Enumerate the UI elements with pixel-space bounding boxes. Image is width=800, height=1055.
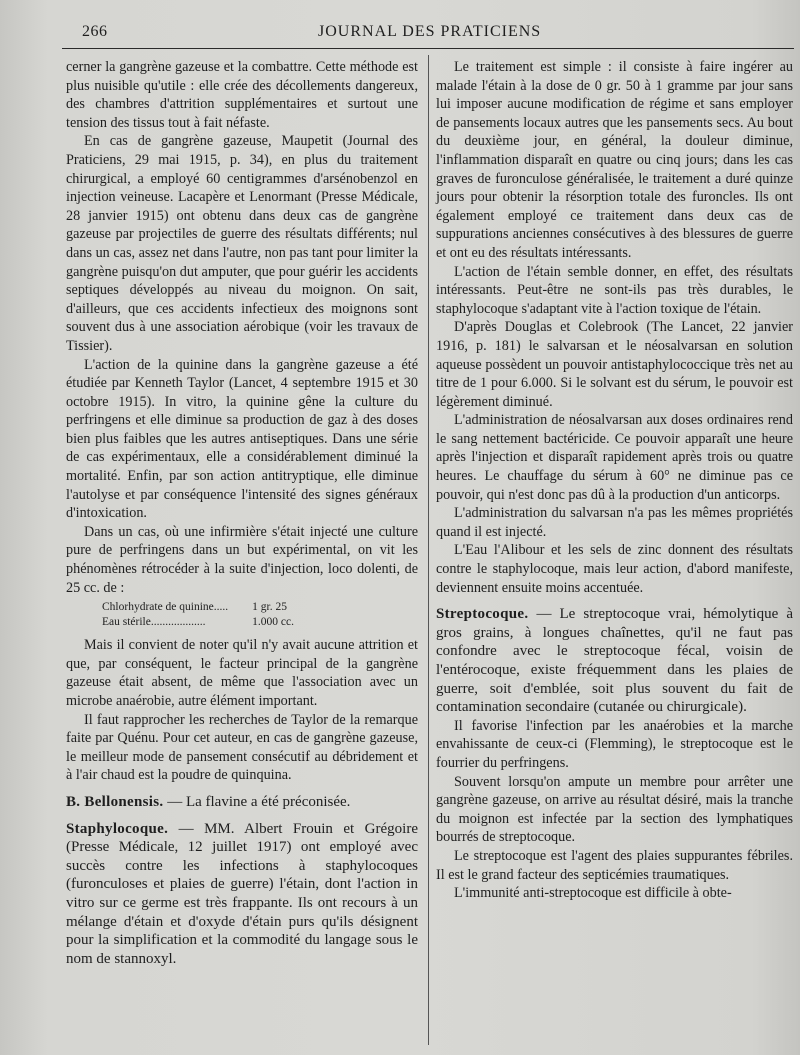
formula-row [102, 615, 294, 630]
header-rule [62, 48, 794, 49]
page-number: 266 [82, 23, 108, 40]
right-column [436, 58, 793, 903]
section-paragraph [436, 605, 793, 717]
paragraph: Dans un cas, où une infirmière s'était injecté une culture pure de perfringens dans un but expérimental, on vit les phénomènes rétrocéder à la suite d'injection, loco dolenti, de 25 cc. de : [66, 523, 418, 596]
journal-title: JOURNAL DES PRATICIENS [318, 23, 542, 40]
section-paragraph [66, 793, 418, 812]
paragraph: Souvent lorsqu'on ampute un membre pour arrêter une gangrène gazeuse, on arrive au résultat désiré, mais la tranche du moignon est infectée par la section des lymphatiques bourrés de streptocoque. [436, 773, 793, 846]
paragraph: D'après Douglas et Colebrook (The Lancet, 22 janvier 1916, p. 181) le salvarsan et le néosalvarsan en solution aqueuse possèdent un pouvoir antistaphylococcique très net au titre de 1 pour 6.000. Si le solvant est du sérum, le pouvoir est légèrement diminué. [436, 319, 793, 410]
paragraph: En cas de gangrène gazeuse, Maupetit (Journal des Praticiens, 29 mai 1915, p. 34), en plus du traitement chirurgical, a employé 60 centigrammes d'arsénobenzol en injection veineuse. Lacapère et Lenormant (Presse Médicale, 28 janvier 1915) ont obtenu dans deux cas de gangrène gazeuse par projectiles de guerre des résultats différents; nul dans un cas, assez net dans l'autre, non pas tant pour limiter la gangrène puisqu'on dut amputer, que pour guérir les accidents septiques développés au niveau du moignon. On sait, d'ailleurs, que ces accidents infectieux des moignons sont souvent dus à une association aérobique (voir les travaux de Tissier). [66, 133, 418, 354]
paragraph: L'Eau l'Alibour et les sels de zinc donnent des résultats contre le staphylocoque, mais leur action, d'abord manifeste, deviennent ensuite moins accentuée. [436, 542, 793, 596]
column-divider [428, 55, 429, 1045]
paragraph: Mais il convient de noter qu'il n'y avait aucune attrition et que, par conséquent, le facteur principal de la gangrène gazeuse était absent, de même que l'association avec un microbe anaérobie, autre élément important. [66, 637, 418, 709]
paragraph: Le traitement est simple : il consiste à faire ingérer au malade l'étain à la dose de 0 gr. 50 à 1 gramme par jour sans lui imposer aucune modification de régime et sans employer de pansements locaux autres que les pansements secs. Au bout du deuxième jour, en général, la douleur diminue, l'inflammation disparaît en quatre ou cinq jours; dans les cas graves de furonculose généralisée, le traitement a duré quinze jours pour obtenir la résorption totale des furoncles. Ils ont également employé ce traitement dans deux cas de suppurations anciennes consécutives à des blessures de guerre et ont eu des résultats intéressants. [436, 59, 793, 261]
section-text: — Le streptocoque vrai, hémolytique à gros grains, à longues chaînettes, qu'il ne faut pas confondre avec le streptocoque fécal, voisin de l'entérocoque, existe fréquemment dans les plaies de guerre, soit d'emblée, soit plus souvent du fait de contamination secondaire (cutanée ou chirurgicale). [436, 606, 793, 716]
paragraph: Il faut rapprocher les recherches de Taylor de la remarque faite par Quénu. Pour cet auteur, en cas de gangrène gazeuse, le meilleur mode de pansement consécutif au débridement et à l'air chaud est la poudre de quinquina. [66, 711, 418, 784]
paragraph: Le streptocoque est l'agent des plaies suppurantes fébriles. Il est le grand facteur des septicémies traumatiques. [436, 847, 793, 883]
formula-quantity: 1.000 cc. [252, 616, 294, 629]
paragraph: L'administration de néosalvarsan aux doses ordinaires rend le sang nettement bactéricide. Ce pouvoir apparaît une heure après l'injection et disparaît rapidement après trois ou quatre heures. Le chauffage du sérum à 60° ne diminue pas ce pouvoir, qui n'est donc pas dû à la production d'un anticorps. [436, 412, 793, 503]
section-heading-bellonensis: B. Bellonensis. [66, 793, 164, 810]
paragraph: L'immunité anti-streptocoque est difficile à obte- [454, 885, 732, 902]
section-heading-staphylocoque: Staphylocoque. [66, 820, 169, 837]
formula-quantity: 1 gr. 25 [252, 601, 287, 614]
paragraph: Il favorise l'infection par les anaérobies et la marche envahissante de ceux-ci (Flemming), le streptocoque est le fourrier du perfringens. [436, 717, 793, 771]
paragraph: L'action de la quinine dans la gangrène gazeuse a été étudiée par Kenneth Taylor (Lancet, 4 septembre 1915 et 30 octobre 1915). In vitro, la quinine gêne la culture du perfringens et elle diminue sa production de gaz à des doses bien plus faibles que les autres antiseptiques. Dans une série de cas expérimentaux, elle a considérablement diminué la mortalité. Enfin, par son action antitryptique, elle diminue l'autolyse et par conséquence l'intensité des signes généraux d'intoxication. [66, 356, 418, 522]
formula-ingredient: Eau stérile................... [102, 616, 206, 629]
paragraph: L'action de l'étain semble donner, en effet, des résultats intéressants. Peut-être ne sont-ils pas très durables, le staphylocoque s'adaptant vite à l'action toxique de l'étain. [436, 263, 793, 317]
paragraph: L'administration du salvarsan n'a pas les mêmes propriétés quand il est injecté. [436, 505, 793, 540]
section-text: — MM. Albert Frouin et Grégoire (Presse Médicale, 12 juillet 1917) ont employé avec succès contre les infections à staphylocoques (furonculoses et plaies de guerre) l'étain, dont l'action in vitro sur ce germe est très frappante. Ils ont recours à un mélange d'étain et d'oxyde d'étain purs qu'ils désignent pour la simplification et la commodité du langage sous le nom de stannoxyl. [66, 820, 418, 967]
section-heading-streptocoque: Streptocoque. [436, 606, 529, 623]
formula-table [102, 600, 294, 630]
paragraph: cerner la gangrène gazeuse et la combattre. Cette méthode est plus nuisible qu'utile : elle crée des décollements dangereux, des chambres d'attrition supplémentaires et surtout une tension des tissus tout à fait néfaste. [66, 59, 418, 131]
left-column [66, 58, 418, 968]
formula-row [102, 600, 294, 615]
page-header [70, 20, 792, 46]
section-paragraph [66, 820, 418, 969]
formula-ingredient: Chlorhydrate de quinine..... [102, 601, 229, 614]
section-text: — La flavine a été préconisée. [163, 793, 351, 810]
